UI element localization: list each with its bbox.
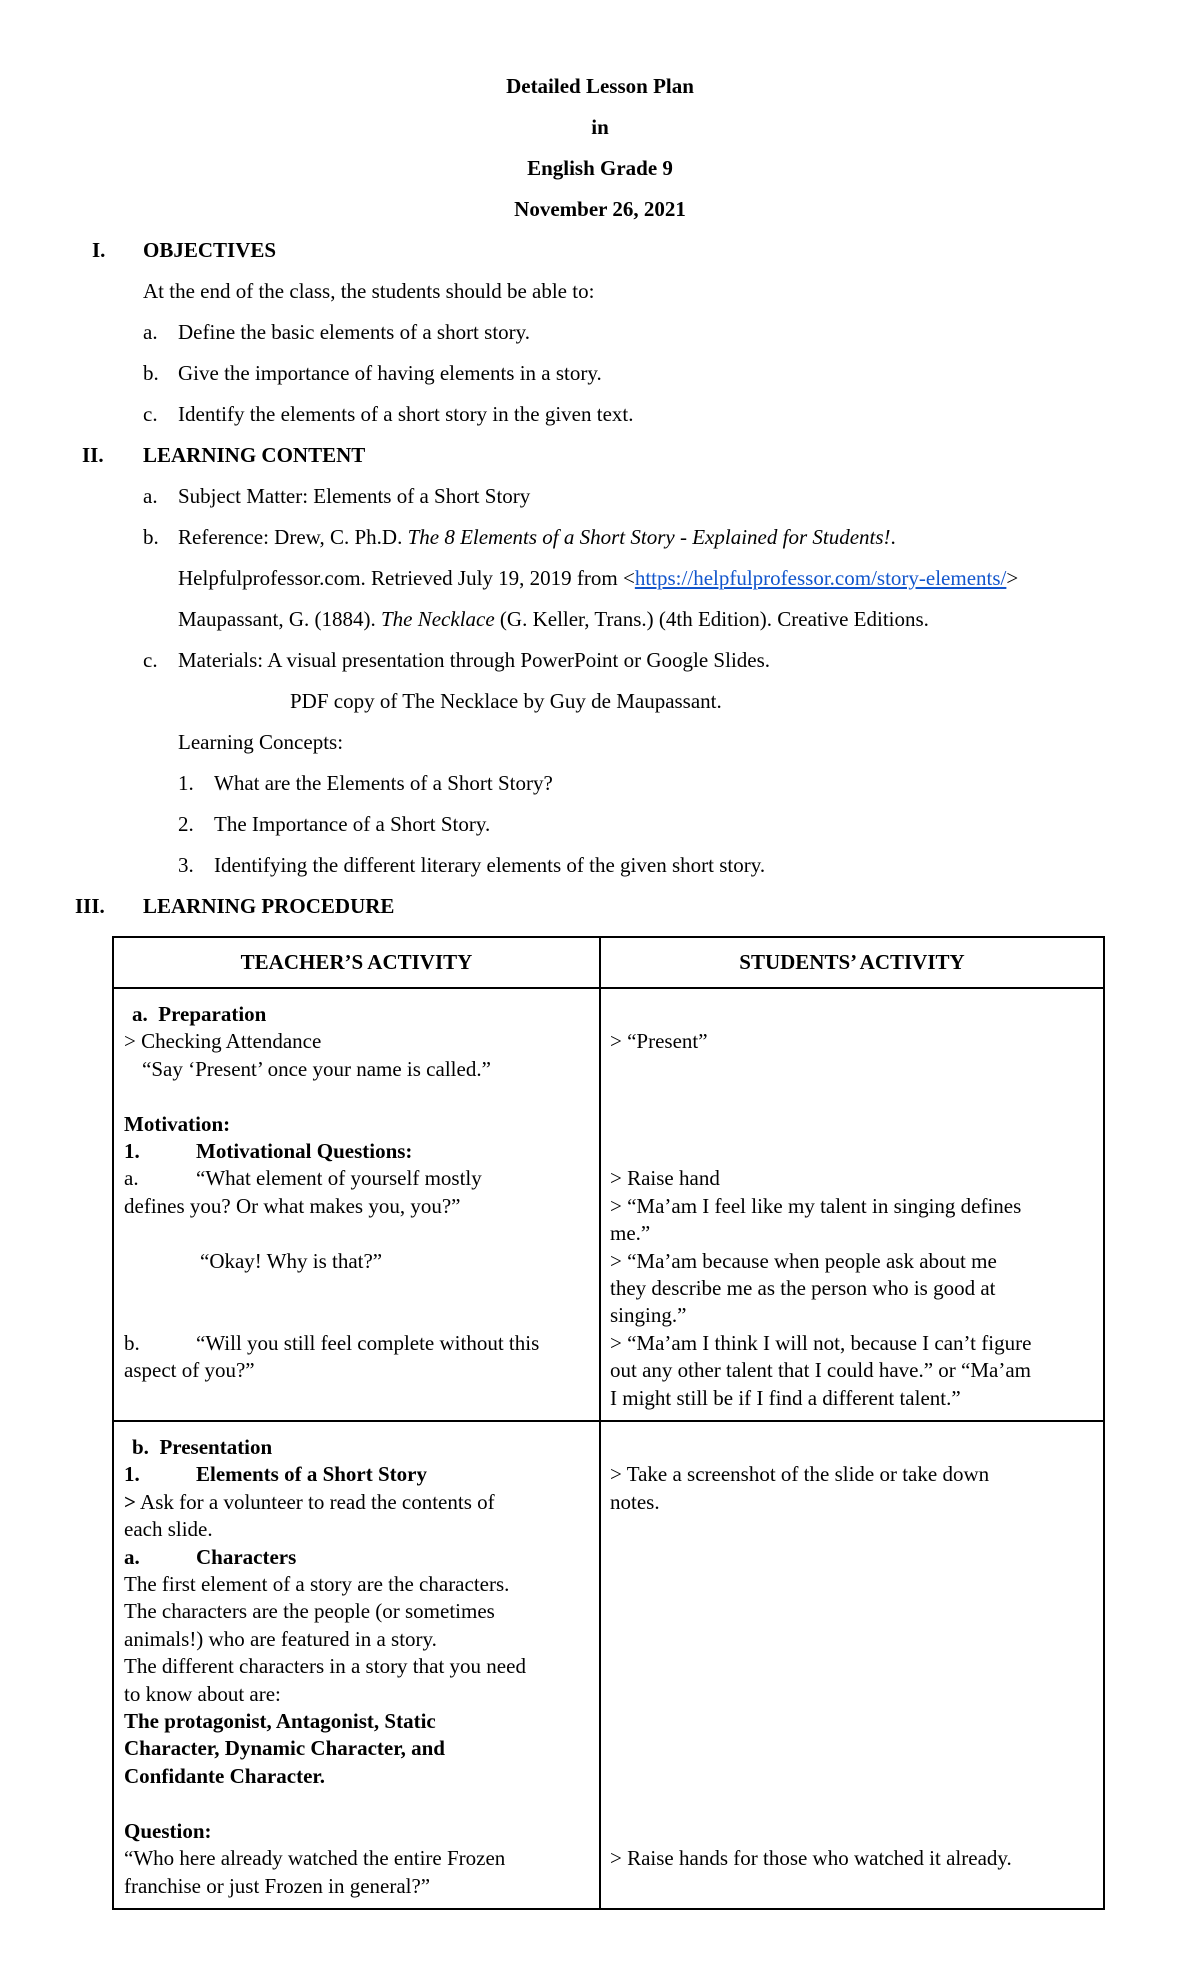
objectives-heading: OBJECTIVES [143,238,277,262]
objective-item: Give the importance of having elements in a story. [178,361,602,385]
teacher-activity-header: TEACHER’S ACTIVITY [113,937,600,988]
say-present-instruction: “Say ‘Present’ once your name is called.” [142,1056,491,1081]
student-response-2-line-1: > “Ma’am because when people ask about me [610,1248,997,1273]
content-marker: b. [143,525,159,549]
procedure-header-row [113,937,1104,988]
content-marker: c. [143,648,158,672]
doc-title-in: in [591,115,609,139]
characters-text: to know about are: [124,1681,281,1706]
motivational-questions-label: Motivational Questions: [196,1139,413,1164]
reference-suffix: . [890,525,896,549]
content-marker: a. [143,484,158,508]
volunteer-line-2: each slide. [124,1517,213,1542]
list-marker: 1. [124,1139,140,1164]
characters-text: animals!) who are featured in a story. [124,1626,437,1651]
section-marker: a. [132,1002,148,1026]
students-activity-header: STUDENTS’ ACTIVITY [600,937,1104,988]
procedure-row-presentation [113,1421,1104,1909]
list-marker: a. [124,1166,139,1191]
teacher-cell-presentation [113,1421,600,1909]
doc-date: November 26, 2021 [514,197,686,221]
objectives-intro: At the end of the class, the students should be able to: [143,279,595,303]
reference-edition: (G. Keller, Trans.) (4th Edition). Creative Editions. [494,607,929,631]
characters-heading: Characters [196,1544,297,1569]
list-marker: a. [124,1544,140,1569]
question-a-line-1: “What element of yourself mostly [196,1166,482,1191]
character-types: Confidante Character. [124,1763,326,1788]
concepts-label: Learning Concepts: [178,730,344,754]
subject-matter: Subject Matter: Elements of a Short Story [178,484,531,508]
student-raise-hands: > Raise hands for those who watched it already. [610,1845,1012,1870]
characters-text: The different characters in a story that you need [124,1654,526,1679]
question-b-line-1: “Will you still feel complete without this [196,1330,540,1355]
reference-prefix: Reference: Drew, C. Ph.D. [178,525,408,549]
frozen-question-line-1: “Who here already watched the entire Frozen [124,1846,506,1871]
concept-marker: 1. [178,771,194,795]
materials-line-2: PDF copy of The Necklace by Guy de Maupassant. [290,689,722,713]
character-types: Character, Dynamic Character, and [124,1736,445,1761]
student-response-1-line-1: > “Ma’am I feel like my talent in singing defines [610,1193,1022,1218]
procedure-heading: LEARNING PROCEDURE [143,894,395,918]
reference-url-close: > [1006,566,1019,590]
preparation-heading: Preparation [158,1002,267,1026]
student-response-2-line-3: singing.” [610,1303,687,1328]
reference-book-title: The Necklace [380,607,495,631]
character-types: The protagonist, Antagonist, Static [124,1709,436,1734]
content-heading: LEARNING CONTENT [143,443,366,467]
objective-item: Define the basic elements of a short story. [178,320,531,344]
concept-item: Identifying the different literary elements of the given short story. [214,853,766,877]
procedure-table [112,936,1105,1910]
students-cell-presentation [600,1421,1104,1909]
arrow-marker: > [124,1489,136,1514]
materials: Materials: A visual presentation through PowerPoint or Google Slides. [178,648,771,672]
student-response-raise-hand: > Raise hand [610,1166,720,1191]
reference-author: Maupassant, G. (1884). [178,607,381,631]
student-screenshot-line-2: notes. [610,1489,660,1514]
content-numeral: II. [82,443,104,467]
objective-marker: b. [143,361,159,385]
concept-marker: 2. [178,812,194,836]
concept-item: What are the Elements of a Short Story? [214,771,553,795]
student-response-1-line-2: me.” [610,1221,651,1246]
presentation-heading: Presentation [159,1435,273,1460]
list-marker: 1. [124,1462,140,1487]
procedure-row-preparation [113,988,1104,1421]
characters-text: The first element of a story are the characters. [124,1572,510,1597]
reference-line-3 [178,607,929,632]
question-b-line-2: aspect of you?” [124,1358,255,1383]
concept-item: The Importance of a Short Story. [214,812,491,836]
objective-item: Identify the elements of a short story in the given text. [178,402,634,426]
reference-url-link[interactable]: https://helpfulprofessor.com/story-elements/ [634,566,1007,590]
section-marker: b. [132,1435,149,1460]
student-response-3-line-1: > “Ma’am I think I will not, because I can’t figure [610,1330,1032,1355]
student-response-present: > “Present” [610,1029,708,1054]
question-label: Question: [124,1818,212,1843]
concept-marker: 3. [178,853,194,877]
checking-attendance: > Checking Attendance [124,1029,322,1054]
objective-marker: a. [143,320,158,344]
objectives-numeral: I. [92,238,106,262]
student-response-3-line-2: out any other talent that I could have.” or “Ma’am [610,1358,1032,1383]
teacher-cell-preparation [113,988,600,1421]
question-a-line-2: defines you? Or what makes you, you?” [124,1193,461,1218]
reference-title: The 8 Elements of a Short Story - Explained for Students! [407,525,891,549]
doc-subject: English Grade 9 [527,156,673,180]
elements-heading: Elements of a Short Story [196,1462,427,1487]
student-screenshot-line-1: > Take a screenshot of the slide or take down [610,1462,990,1487]
procedure-numeral: III. [75,894,105,918]
volunteer-line-1: Ask for a volunteer to read the contents of [135,1489,495,1514]
reference-line-2 [178,566,1018,591]
reference-line-1 [178,525,896,550]
objective-marker: c. [143,402,158,426]
characters-text: The characters are the people (or sometimes [124,1599,495,1624]
motivation-label: Motivation: [124,1111,231,1136]
student-response-2-line-2: they describe me as the person who is good at [610,1275,996,1300]
list-marker: b. [124,1330,140,1355]
students-cell-preparation [600,988,1104,1421]
doc-title: Detailed Lesson Plan [506,74,694,98]
reference-retrieved: Helpfulprofessor.com. Retrieved July 19, 2019 from < [178,566,635,590]
student-response-3-line-3: I might still be if I find a different talent.” [610,1385,961,1410]
frozen-question-line-2: franchise or just Frozen in general?” [124,1873,431,1898]
okay-why-question: “Okay! Why is that?” [200,1248,383,1273]
